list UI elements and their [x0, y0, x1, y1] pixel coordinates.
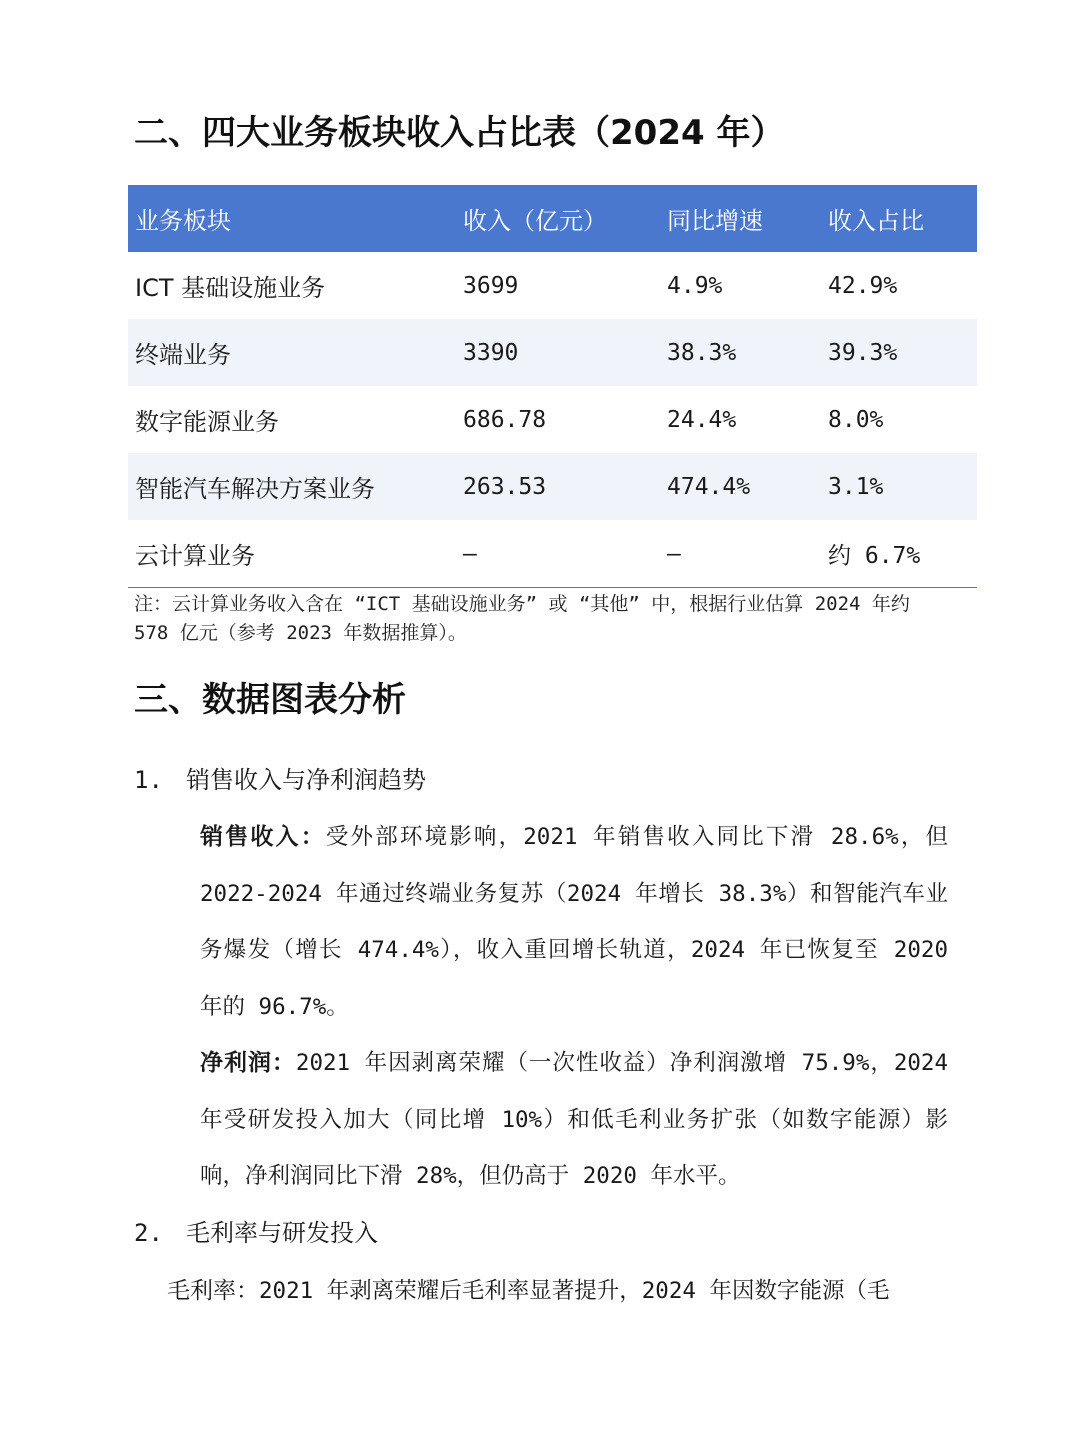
cell-share: 39.3% — [821, 319, 977, 386]
cell-growth: 474.4% — [660, 453, 821, 520]
cell-segment: 智能汽车解决方案业务 — [128, 453, 456, 520]
col-header-share: 收入占比 — [821, 185, 977, 252]
list-number: 2. — [134, 1219, 163, 1247]
paragraph-text: 受外部环境影响，2021 年销售收入同比下滑 28.6%，但 2022-2024 年通过终端业务复苏（2024 年增长 38.3%）和智能汽车业务爆发（增长 474.4%），收入重回增长轨道，2024 年已恢复至 2020 年的 96.7%。 — [200, 824, 949, 1020]
cell-growth: — — [660, 520, 821, 588]
cell-share: 42.9% — [828, 272, 898, 299]
cell-growth: 24.4% — [667, 406, 737, 433]
cell-revenue: 3699 — [463, 272, 519, 299]
section3-heading: 三、数据图表分析 — [134, 680, 406, 720]
list-label: 毛利率与研发投入 — [186, 1219, 378, 1247]
cell-segment: 终端业务 — [128, 319, 456, 386]
col-header-growth: 同比增速 — [660, 185, 821, 252]
paragraph-lead: 销售收入： — [200, 824, 326, 850]
list-item-1 — [134, 764, 426, 796]
paragraph-net-profit — [200, 1035, 948, 1205]
cell-share: 3.1% — [821, 453, 977, 520]
paragraph-lead: 毛利率： — [167, 1278, 259, 1304]
list-number: 1. — [134, 766, 163, 794]
section2-heading: 二、四大业务板块收入占比表（2024 年） — [134, 113, 785, 153]
table-note: 注：云计算业务收入含在 “ICT 基础设施业务” 或 “其他” 中，根据行业估算 2024 年约 578 亿元（参考 2023 年数据推算）。 — [134, 593, 910, 644]
cell-share: 8.0% — [828, 406, 884, 433]
table-row — [128, 453, 977, 520]
list-label: 销售收入与净利润趋势 — [186, 766, 426, 794]
cell-revenue: 686.78 — [463, 406, 547, 433]
paragraph-lead: 净利润： — [200, 1050, 296, 1076]
revenue-share-table — [128, 185, 977, 588]
cell-growth: 38.3% — [660, 319, 821, 386]
cell-revenue: 263.53 — [456, 453, 660, 520]
col-header-segment: 业务板块 — [128, 185, 456, 252]
list-item-2 — [134, 1217, 378, 1249]
cell-segment: 云计算业务 — [128, 520, 456, 588]
col-header-revenue: 收入（亿元） — [456, 185, 660, 252]
table-row — [128, 252, 977, 319]
table-row — [128, 319, 977, 386]
cell-segment: 数字能源业务 — [135, 408, 279, 436]
table-header-row — [128, 185, 977, 252]
paragraph-gross-margin — [167, 1263, 952, 1319]
cell-growth: 4.9% — [667, 272, 723, 299]
table-row — [128, 386, 977, 453]
paragraph-text: 2021 年剥离荣耀后毛利率显著提升，2024 年因数字能源（毛 — [259, 1278, 890, 1304]
table-row — [128, 520, 977, 588]
cell-share: 约 6.7% — [821, 520, 977, 588]
paragraph-text: 2021 年因剥离荣耀（一次性收益）净利润激增 75.9%，2024 年受研发投入加大（同比增 10%）和低毛利业务扩张（如数字能源）影响，净利润同比下滑 28%，但仍高于 2020 年水平。 — [200, 1050, 949, 1189]
cell-revenue: 3390 — [456, 319, 660, 386]
cell-revenue: — — [456, 520, 660, 588]
paragraph-sales-revenue — [200, 809, 948, 1035]
cell-segment: ICT 基础设施业务 — [135, 274, 326, 302]
